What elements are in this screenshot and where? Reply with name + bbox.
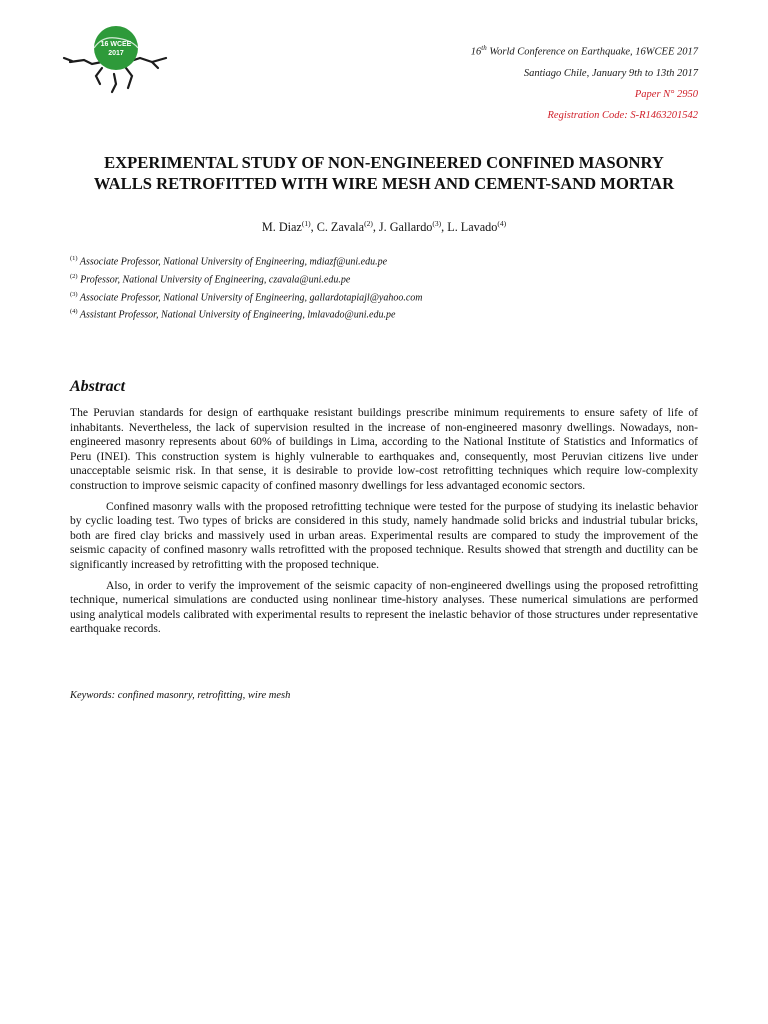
affiliation: $^{(1)}$ Associate Professor, National University of Engineering, mdiazf@uni.edu.pe bbox=[70, 255, 388, 268]
abstract-paragraph-3: Also, in order to verify the improvement of the seismic capacity of non-engineered dwellings using the proposed retrofitting technique, numerical simulations are conducted using nonlinear time-history analyses. These numerical simulations are performed using analytical models calibrated with experimental results to represent the inelastic behavior of those structures under representative earthquake records. bbox=[70, 578, 698, 636]
author-list bbox=[40, 219, 728, 235]
author: J. Gallardo$^{(3)}$, bbox=[378, 219, 448, 235]
author: L. Lavado$^{(4)}$ bbox=[447, 219, 507, 235]
logo-text-1: 16 WCEE bbox=[100, 41, 132, 48]
affiliation-list bbox=[70, 252, 670, 323]
keywords: Keywords: confined masonry, retrofitting, wire mesh bbox=[70, 690, 291, 701]
logo-text-2: 2017 bbox=[108, 50, 124, 57]
author: C. Zavala$^{(2)}$, bbox=[316, 219, 379, 235]
registration-code: Registration Code: S-R1463201542 bbox=[547, 109, 698, 121]
affiliation: $^{(2)}$ Professor, National University of Engineering, czavala@uni.edu.pe bbox=[70, 272, 351, 286]
affiliation: $^{(4)}$ Assistant Professor, National University of Engineering, lmlavado@uni.edu.pe bbox=[70, 308, 396, 321]
conference-name: 16th World Conference on Earthquake, 16WCEE 2017 bbox=[470, 44, 698, 58]
paper-number: Paper N° 2950 bbox=[634, 88, 698, 100]
conference-location: Santiago Chile, January 9th to 13th 2017 bbox=[523, 67, 698, 79]
abstract-body bbox=[70, 406, 698, 643]
title-line-2: WALLS RETROFITTED WITH WIRE MESH AND CEMENT-SAND MORTAR bbox=[93, 174, 675, 193]
conference-header bbox=[358, 38, 698, 126]
paper-title bbox=[40, 152, 728, 194]
author: M. Diaz$^{(1)}$, bbox=[261, 219, 317, 235]
abstract-heading: Abstract bbox=[70, 378, 126, 395]
abstract-paragraph-2: Confined masonry walls with the proposed retrofitting technique were tested for the purpose of studying its inelastic behavior by cyclic loading test. Two types of bricks are considered in this study, namely handmade solid bricks and industrial tubular bricks, both are fired clay bricks and massively used in urban areas. Experimental results are compared to study the improvement of the seismic capacity of confined masonry walls retrofitted with the proposed technique. Results showed that strength and ductility can be significantly increased by retrofitting with the proposed technique. bbox=[70, 499, 698, 571]
affiliation: $^{(3)}$ Associate Professor, National University of Engineering, gallardotapiajl@yahoo.com bbox=[70, 290, 423, 303]
title-line-1: EXPERIMENTAL STUDY OF NON-ENGINEERED CONFINED MASONRY bbox=[104, 153, 664, 172]
conference-logo bbox=[62, 18, 168, 94]
abstract-paragraph-1: The Peruvian standards for design of earthquake resistant buildings prescribe minimum requirements to ensure safety of life of inhabitants. Nevertheless, the lack of supervision resulted in the increase of non-engineered masonry dwellings. Nowadays, non-engineered masonry represents about 60% of buildings in Lima, according to the National Institute of Statistics and Informatics of Peru (INEI). This construction system is highly vulnerable to earthquakes and, consequently, most Peruvian citizens live under unacceptable seismic risk. In that sense, it is desirable to provide low-cost retrofitting techniques which require low-complexity construction to improve seismic capacity of confined masonry dwellings for less advantaged economic sectors. bbox=[70, 406, 698, 492]
